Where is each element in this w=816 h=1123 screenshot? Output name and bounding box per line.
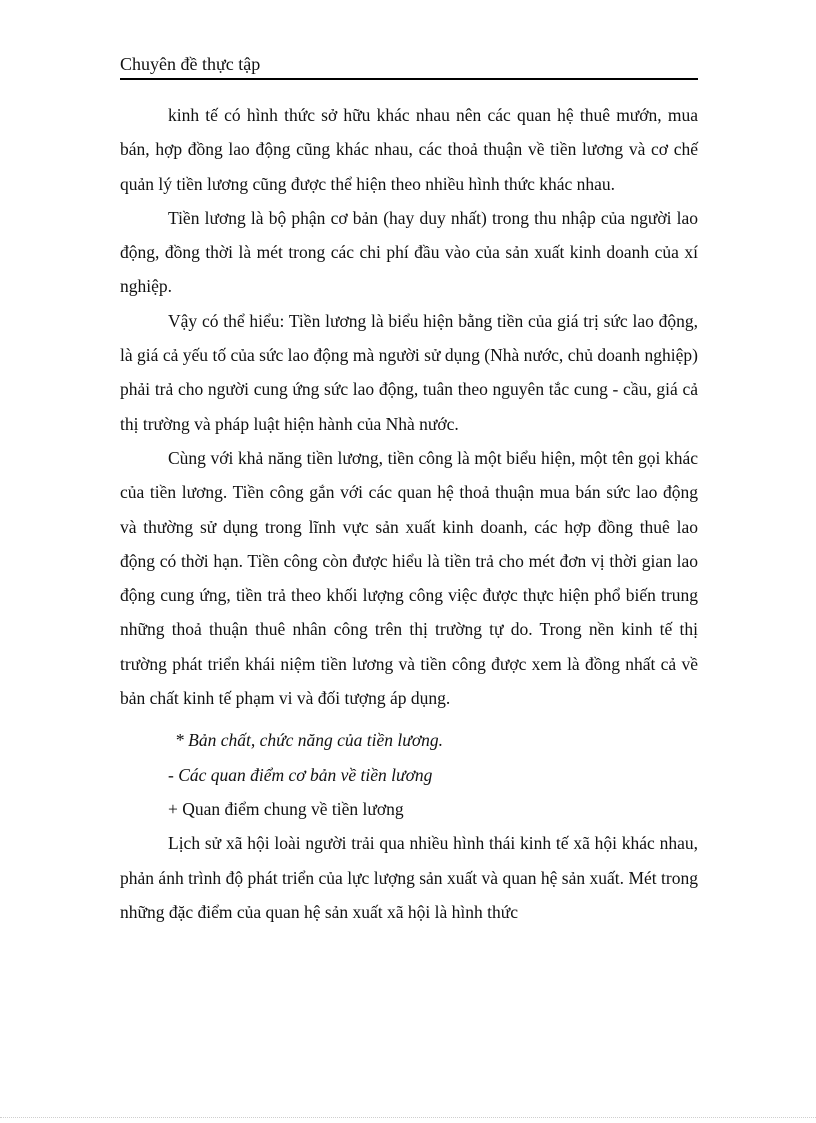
page-header [120,52,698,80]
paragraph-5: Lịch sử xã hội loài người trải qua nhiều hình thái kinh tế xã hội khác nhau, phản ánh trình độ phát triển của lực lượng sản xuất và quan hệ sản xuất. Mét trong những đặc điểm của quan hệ sản xuất xã hội là hình thức [120,833,698,922]
page-bottom-edge [0,1117,816,1118]
section-heading-viewpoints: - Các quan điểm cơ bản về tiền lương [168,764,433,785]
section-heading-general-view: + Quan điểm chung về tiền lương [168,798,404,819]
paragraph-4: Cùng với khả năng tiền lương, tiền công là một biểu hiện, một tên gọi khác của tiền lương. Tiền công gắn với các quan hệ thoả thuận mua bán sức lao động và thường sử dụng trong lĩnh vực sản xuất kinh doanh, các hợp đồng thuê lao động có thời hạn. Tiền công còn được hiểu là tiền trả cho mét đơn vị thời gian lao động cung ứng, tiền trả theo khối lượng công việc được thực hiện phổ biến trung những thoả thuận thuê nhân công trên thị trường tự do. Trong nền kinh tế thị trường phát triển khái niệm tiền lương và tiền công được xem là đồng nhất cả về bản chất kinh tế phạm vi và đối tượng áp dụng. [120,447,698,709]
paragraph-1: kinh tế có hình thức sở hữu khác nhau nên các quan hệ thuê mướn, mua bán, hợp đồng lao động cũng khác nhau, các thoả thuận về tiền lương và cơ chế quản lý tiền lương cũng được thể hiện theo nhiều hình thức khác nhau. [120,105,698,194]
header-title: Chuyên đề thực tập [120,54,261,74]
section-gap [120,715,698,723]
section-heading-nature: * Bản chất, chức năng của tiền lương. [175,730,444,751]
paragraph-2: Tiền lương là bộ phận cơ bản (hay duy nhất) trong thu nhập của người lao động, đồng thời là mét trong các chi phí đầu vào của sản xuất kinh doanh của xí nghiệp. [120,207,698,297]
document-body [120,98,698,929]
paragraph-3: Vậy có thể hiểu: Tiền lương là biểu hiện bằng tiền của giá trị sức lao động, là giá cả yếu tố của sức lao động mà người sử dụng (Nhà nước, chủ doanh nghiệp) phải trả cho người cung ứng sức lao động, tuân theo nguyên tắc cung - cầu, giá cả thị trường và pháp luật hiện hành của Nhà nước. [120,310,698,434]
